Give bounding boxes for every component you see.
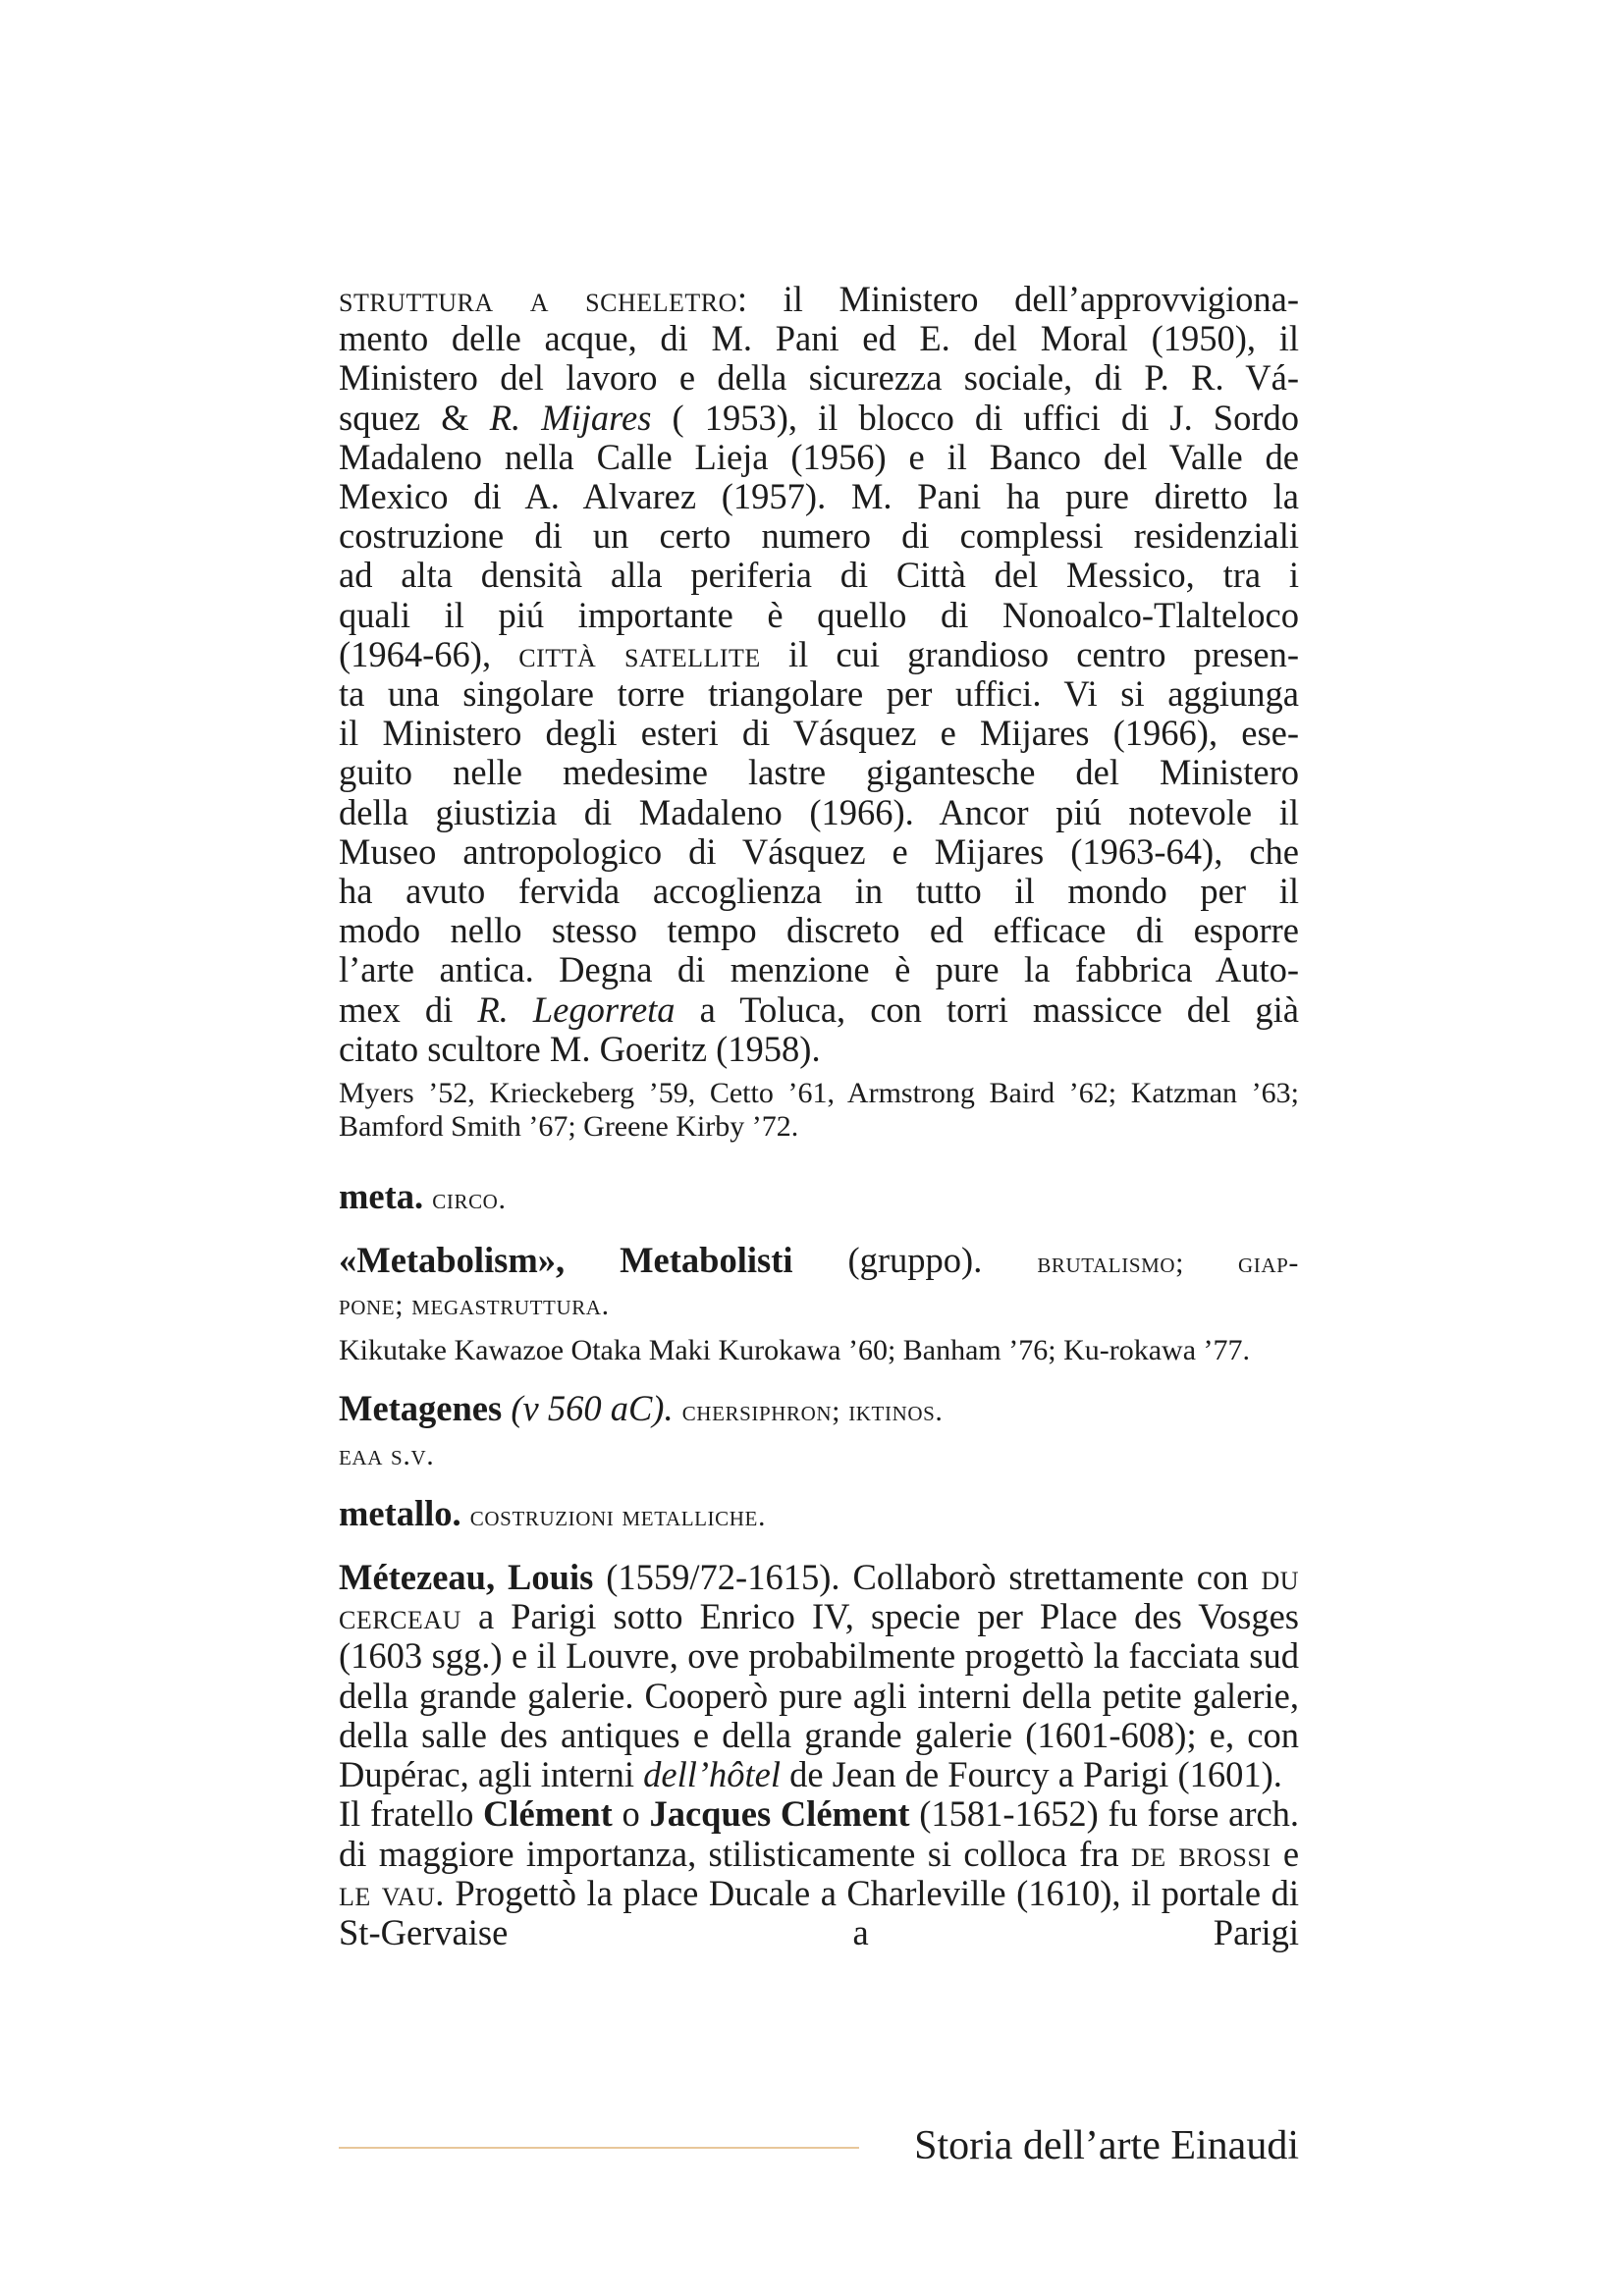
- entry-line: struttura a scheletro: il Ministero dell’approvvigiona-: [339, 279, 1299, 319]
- italic-term: R. Legorreta: [477, 988, 676, 1030]
- dictionary-page: [339, 280, 1299, 1952]
- dates: (v 560 aC).: [511, 1387, 674, 1428]
- page-footer: [339, 2118, 1299, 2177]
- entry-line: (1964-66), città satellite il cui grandioso centro presen-: [339, 633, 1300, 674]
- footer-title: Storia dell’arte Einaudi: [914, 2123, 1299, 2168]
- qualifier: (gruppo).: [847, 1240, 983, 1281]
- entry-line: costruzione di un certo numero di complessi residenziali: [339, 515, 1299, 557]
- entry-meta: [339, 1177, 1299, 1219]
- entry-line: modo nello stesso tempo discreto ed efficace di esporre: [339, 910, 1299, 951]
- entry-metagenes: [339, 1389, 1299, 1472]
- cross-reference: pone; megastruttura.: [339, 1289, 610, 1322]
- headword: meta.: [339, 1176, 424, 1217]
- entry-line: il Ministero degli esteri di Vásquez e Mijares (1966), ese-: [339, 713, 1299, 754]
- headword: Metagenes: [339, 1387, 503, 1428]
- entry-text: de Jean de Fourcy a Parigi (1601).: [789, 1754, 1282, 1795]
- dates: (1559/72-1615).: [606, 1557, 840, 1598]
- entry-text: Il fratello: [339, 1793, 474, 1835]
- footer-rule: [339, 2147, 859, 2149]
- entry-line: l’arte antica. Degna di menzione è pure la fabbrica Auto-: [339, 949, 1299, 990]
- entry-text: Progettò la place Ducale a Charleville (1610), il portale di St-Gervaise a Parigi: [339, 1872, 1300, 1952]
- person-name: Clément: [483, 1793, 613, 1835]
- entry-line: squez & R. Mijares ( 1953), il blocco di uffici di J. Sordo: [339, 397, 1299, 438]
- entry-line: guito nelle medesime lastre gigantesche del Ministero: [339, 752, 1299, 793]
- entry-line: Madaleno nella Calle Lieja (1956) e il Banco del Valle de: [339, 436, 1299, 477]
- headword: Métezeau, Louis: [339, 1557, 594, 1598]
- cross-reference: costruzioni metalliche.: [469, 1499, 767, 1532]
- entry-line: mex di R. Legorreta a Toluca, con torri massicce del già: [339, 988, 1300, 1030]
- entry-line: ta una singolare torre triangolare per uffici. Vi si aggiunga: [339, 673, 1299, 715]
- entry-line: Mexico di A. Alvarez (1957). M. Pani ha pure diretto la: [339, 476, 1299, 517]
- entry-line: ha avuto fervida accoglienza in tutto il mondo per il: [339, 871, 1299, 912]
- cross-reference: le vau.: [339, 1872, 445, 1913]
- headword: metallo.: [339, 1492, 461, 1533]
- entry-line: Museo antropologico di Vásquez e Mijares (1963-64), che: [339, 830, 1299, 872]
- italic-term: R. Mijares: [489, 397, 652, 438]
- entry-line: quali il piú importante è quello di Nonoalco-Tlalteloco: [339, 594, 1299, 635]
- cross-reference: chersiphron; iktinos.: [681, 1394, 944, 1427]
- bibliography-refs: Myers ’52, Krieckeberg ’59, Cetto ’61, Armstrong Baird ’62; Katzman ’63; Bamford Smith ’67; Greene Kirby ’72.: [339, 1077, 1299, 1144]
- italic-term: dell’hôtel: [643, 1754, 782, 1795]
- cross-reference: città satellite: [518, 633, 761, 674]
- entry-metezeau: [339, 1558, 1299, 1952]
- entry-line: ad alta densità alla periferia di Città del Messico, tra i: [339, 555, 1299, 596]
- entry-line: citato scultore M. Goeritz (1958).: [339, 1028, 821, 1069]
- cross-reference: du cerceau: [339, 1557, 1299, 1637]
- cross-reference: brutalismo; giap-: [1037, 1247, 1300, 1280]
- entry-text: e: [1282, 1833, 1300, 1874]
- cross-reference: circo.: [432, 1183, 507, 1216]
- entry-text: o: [622, 1793, 640, 1835]
- entry-metallo: [339, 1494, 1299, 1536]
- entry-body: [339, 280, 1299, 1069]
- entry-text: Collaborò strettamente con: [852, 1557, 1249, 1598]
- cross-reference: struttura a scheletro: [339, 279, 737, 319]
- entry-text: a Parigi sotto Enrico IV, specie per Place des Vosges (1603 sgg.) e il Louvre, ove probabilmente progettò la facciata sud della grande galerie. Cooperò pure agli interni della petite galerie, della salle des antiques e della grande galerie (1601-608); e, con Dupérac, agli interni: [339, 1596, 1300, 1795]
- entry-text: (1581-1652) fu forse arch. di maggiore importanza, stilisticamente si colloca fra: [339, 1793, 1300, 1874]
- entry-line: della giustizia di Madaleno (1966). Ancor piú notevole il: [339, 791, 1299, 832]
- headword: «Metabolism», Metabolisti: [339, 1240, 793, 1281]
- bibliography-refs: Kikutake Kawazoe Otaka Maki Kurokawa ’60; Banham ’76; Ku-rokawa ’77.: [339, 1333, 1251, 1366]
- bibliography-refs: eaa s.v.: [339, 1438, 435, 1471]
- person-name: Jacques Clément: [649, 1793, 910, 1835]
- entry-metabolism: [339, 1241, 1299, 1366]
- entry-line: Ministero del lavoro e della sicurezza sociale, di P. R. Vá-: [339, 357, 1299, 399]
- entry-mexico-architecture: [339, 280, 1299, 1144]
- entry-line: mento delle acque, di M. Pani ed E. del Moral (1950), il: [339, 318, 1299, 359]
- cross-reference: de brossi: [1130, 1833, 1271, 1874]
